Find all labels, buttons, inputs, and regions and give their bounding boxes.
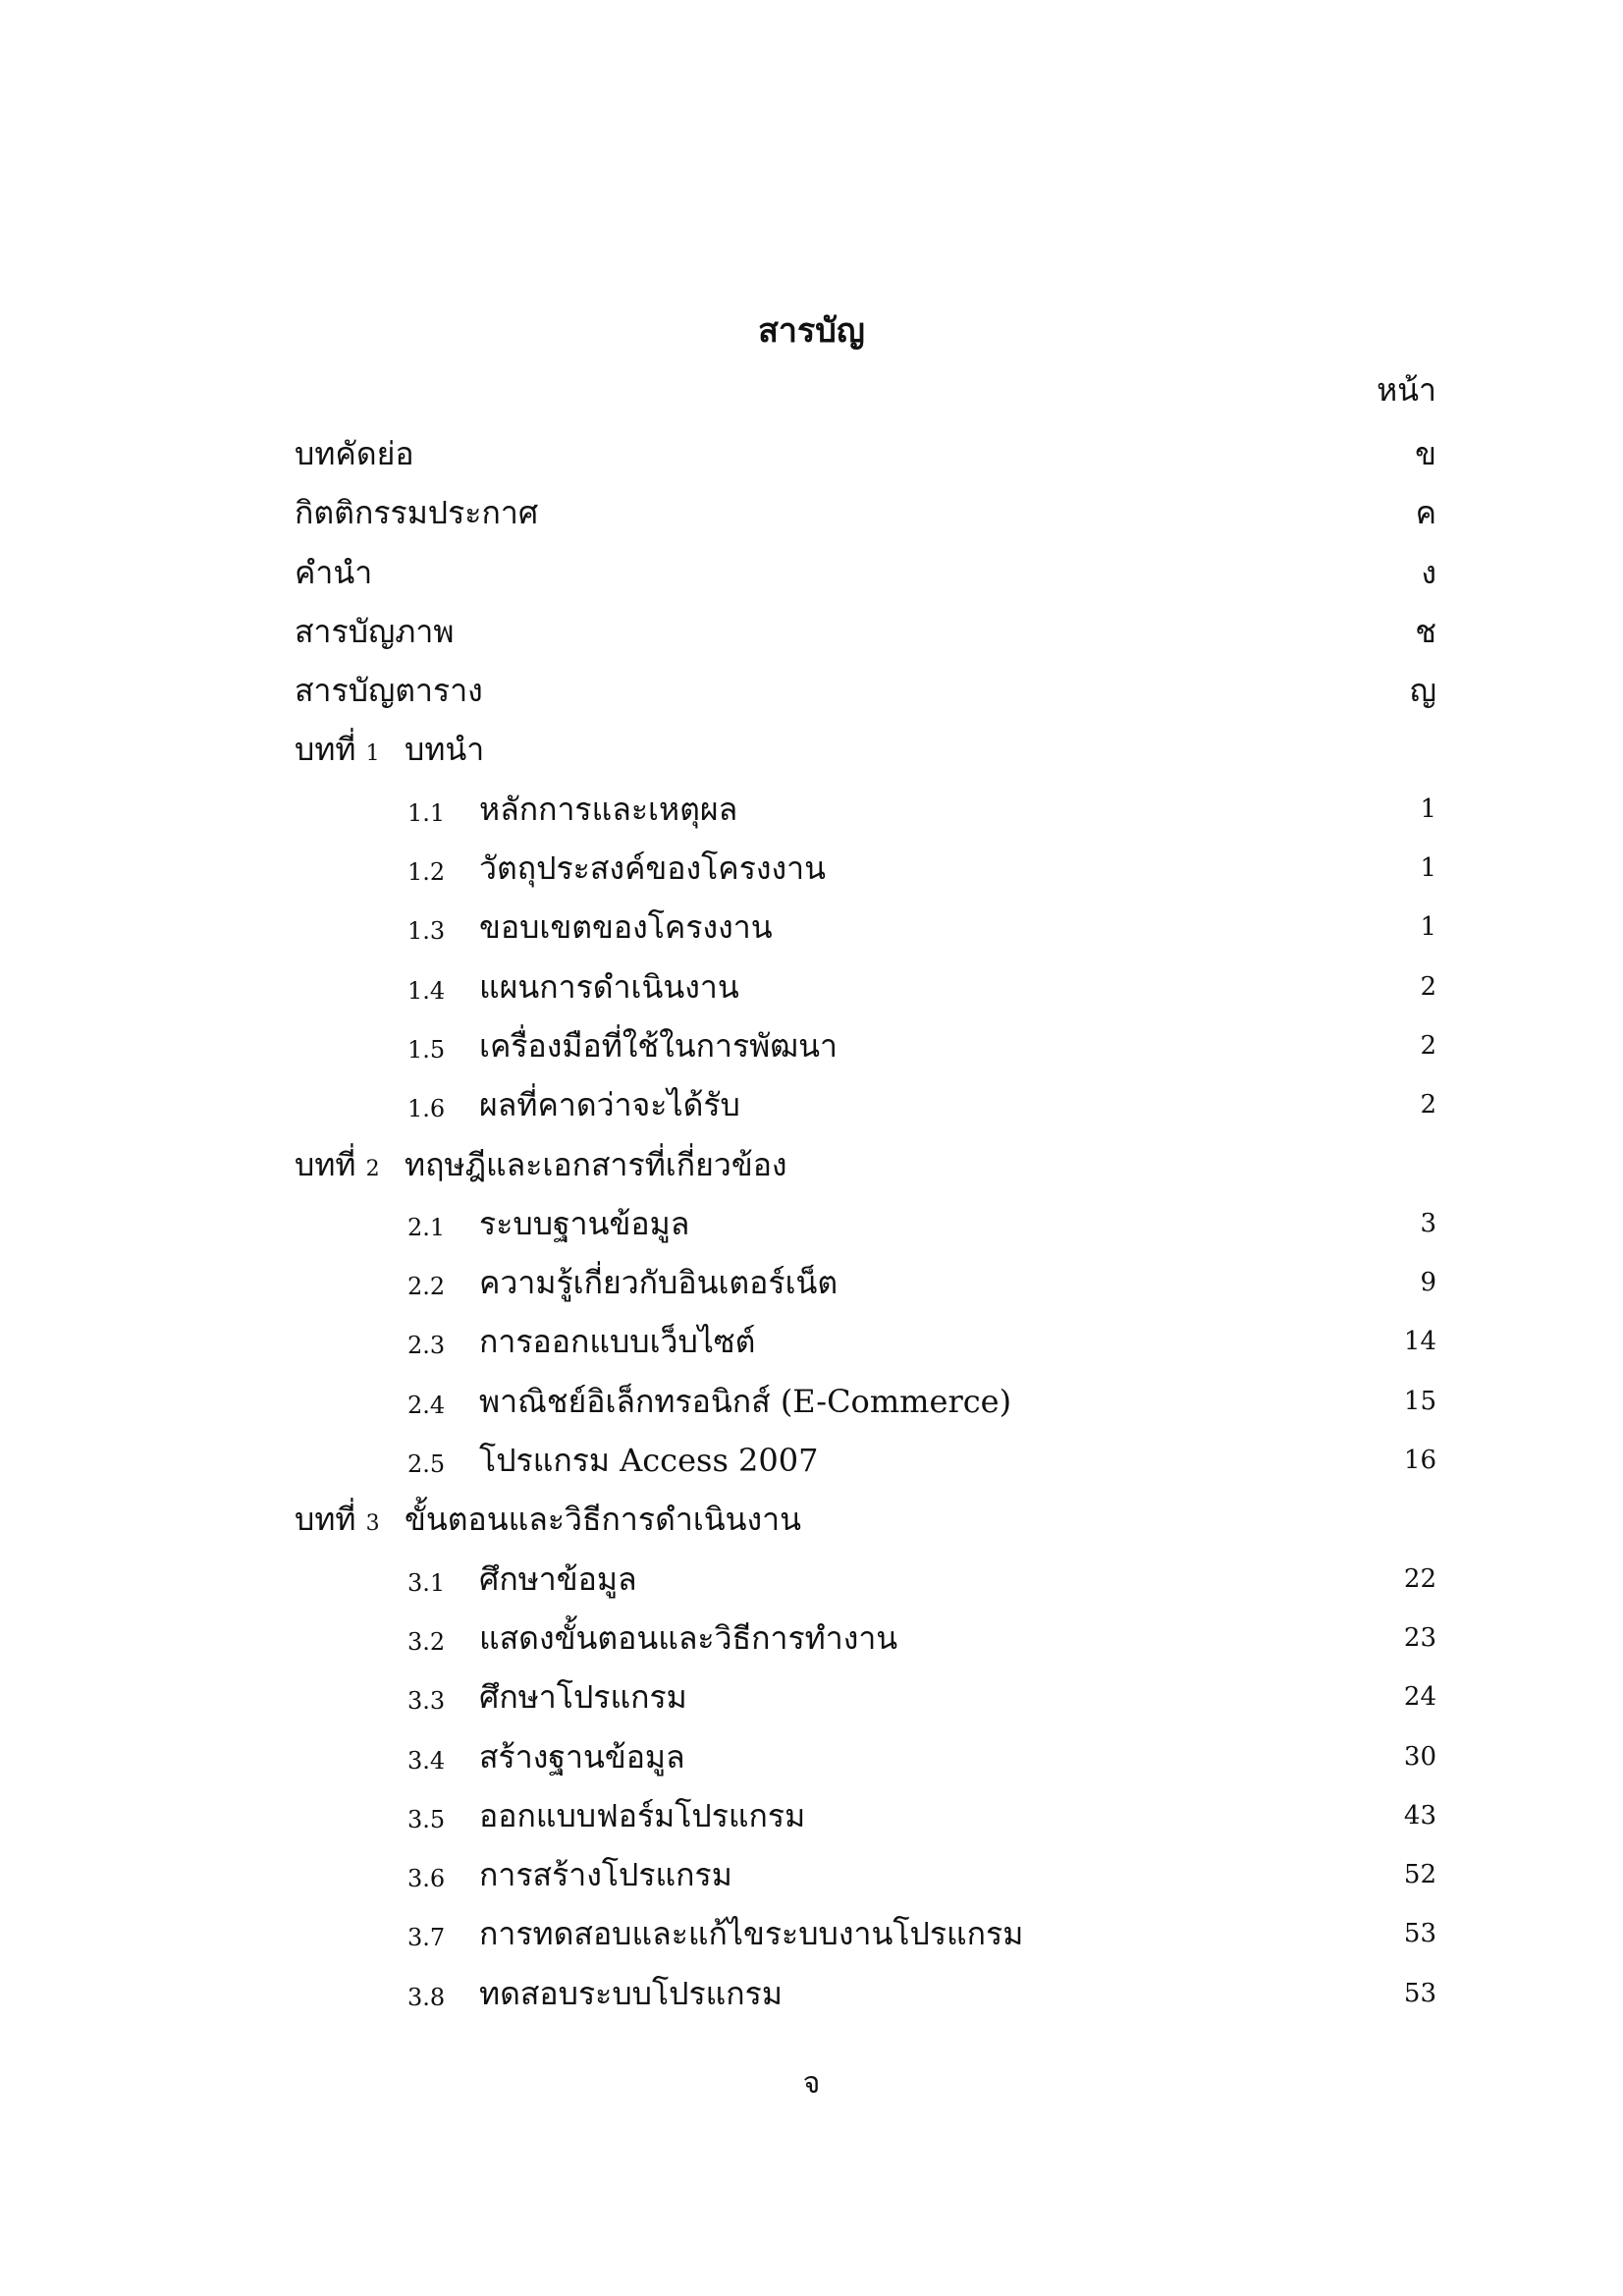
section-page: 3 [1420,1208,1436,1238]
toc-section [295,1786,1436,1845]
page-title: สารบัญ [758,311,865,351]
section-number: 1.6 [407,1095,446,1123]
section-number: 2.4 [407,1391,446,1419]
section-label: ศึกษาโปรแกรม [479,1678,687,1717]
footer-page-number: จ [802,2066,821,2101]
section-page: 15 [1403,1386,1436,1416]
section-number: 3.3 [407,1687,446,1716]
toc-section [295,1312,1436,1371]
section-number: 3.8 [407,1983,446,2011]
section-page: 53 [1403,1978,1436,2008]
toc-section [295,780,1436,839]
section-label: ออกแบบฟอร์มโปรแกรม [479,1796,806,1834]
toc-section [295,1253,1436,1312]
toc-section [295,1431,1436,1490]
section-label: การสร้างโปรแกรม [479,1856,732,1894]
section-number: 3.7 [407,1924,446,1952]
section-label: โปรแกรม Access 2007 [479,1442,819,1480]
toc-entry-page: ง [1421,553,1436,591]
section-page: 1 [1420,793,1436,824]
toc-section [295,1372,1436,1431]
toc-section [295,957,1436,1016]
toc-entry-list-of-tables [295,661,1436,720]
toc-entry-page: ช [1415,612,1436,650]
section-label: แผนการดำเนินงาน [479,967,739,1006]
toc-entry-list-of-figures [295,602,1436,661]
section-label: พาณิชย์อิเล็กทรอนิกส์ (E-Commerce) [479,1382,1012,1420]
section-page: 22 [1403,1563,1436,1594]
chapter-number: 1 [365,741,380,767]
section-page: 14 [1403,1327,1436,1357]
section-page: 9 [1420,1268,1436,1298]
section-page: 52 [1403,1860,1436,1890]
toc-section [295,1016,1436,1075]
toc-section [295,1667,1436,1726]
section-label: หลักการและเหตุผล [479,790,738,828]
toc-entry-label: สารบัญภาพ [295,612,455,650]
section-number: 3.1 [407,1568,446,1597]
chapter-title: ขั้นตอนและวิธีการดำเนินงาน [405,1501,801,1539]
section-label: ผลที่คาดว่าจะได้รับ [479,1086,740,1124]
section-number: 2.5 [407,1450,446,1479]
section-number: 1.1 [407,798,446,827]
chapter-number: 3 [365,1511,380,1537]
toc-section [295,1609,1436,1667]
section-number: 1.3 [407,917,446,946]
section-page: 53 [1403,1919,1436,1949]
section-number: 3.4 [407,1746,446,1775]
section-label: การทดสอบและแก้ไขระบบงานโปรแกรม [479,1915,1024,1953]
toc-section [295,1904,1436,1963]
toc-section [295,839,1436,898]
section-page: 30 [1403,1741,1436,1772]
section-number: 2.2 [407,1273,446,1301]
toc-section [295,898,1436,957]
chapter-prefix: บทที่ [295,731,356,769]
section-label: แสดงขั้นตอนและวิธีการทำงาน [479,1618,898,1657]
toc-entry-abstract [295,424,1436,483]
toc-entry-page: ญ [1409,672,1436,710]
toc-chapter-1 [295,720,1436,779]
section-label: ขอบเขตของโครงงาน [479,908,773,947]
section-label: ความรู้เกี่ยวกับอินเตอร์เน็ต [479,1264,839,1302]
section-label: ศึกษาข้อมูล [479,1559,637,1598]
section-page: 1 [1420,853,1436,884]
page-column-header: หน้า [1377,371,1436,409]
section-page: 2 [1420,971,1436,1002]
toc-section [295,1194,1436,1253]
section-page: 2 [1420,1090,1436,1121]
toc-section [295,1550,1436,1609]
section-number: 1.4 [407,976,446,1005]
section-number: 2.3 [407,1332,446,1360]
section-number: 1.5 [407,1035,446,1064]
toc-chapter-2 [295,1135,1436,1194]
table-of-contents [295,424,1436,2023]
section-number: 3.5 [407,1805,446,1833]
section-label: วัตถุประสงค์ของโครงงาน [479,849,826,888]
section-page: 43 [1403,1800,1436,1831]
toc-section [295,1964,1436,2023]
toc-section [295,1845,1436,1904]
section-page: 23 [1403,1622,1436,1653]
section-page: 1 [1420,912,1436,943]
section-number: 3.2 [407,1627,446,1656]
toc-entry-label: บทคัดย่อ [295,435,414,472]
section-label: การออกแบบเว็บไซต์ [479,1323,756,1361]
toc-section [295,1727,1436,1786]
toc-section [295,1075,1436,1134]
section-page: 24 [1403,1682,1436,1713]
toc-entry-page: ค [1415,494,1436,532]
section-label: เครื่องมือที่ใช้ในการพัฒนา [479,1026,838,1065]
section-page: 16 [1403,1446,1436,1476]
section-number: 1.2 [407,858,446,887]
chapter-prefix: บทที่ [295,1145,356,1183]
chapter-title: ทฤษฎีและเอกสารที่เกี่ยวข้อง [405,1145,787,1183]
section-number: 3.6 [407,1865,446,1893]
section-label: สร้างฐานข้อมูล [479,1737,685,1776]
toc-entry-page: ข [1415,435,1436,472]
chapter-number: 2 [365,1156,380,1181]
section-page: 2 [1420,1030,1436,1061]
toc-entry-label: กิตติกรรมประกาศ [295,494,539,532]
toc-entry-acknowledgement [295,483,1436,542]
chapter-prefix: บทที่ [295,1501,356,1539]
toc-entry-preface [295,543,1436,602]
section-number: 2.1 [407,1213,446,1241]
toc-entry-label: สารบัญตาราง [295,672,483,710]
section-label: ทดสอบระบบโปรแกรม [479,1974,783,2012]
section-label: ระบบฐานข้อมูล [479,1204,690,1242]
toc-entry-label: คำนำ [295,553,373,591]
chapter-title: บทนำ [405,731,485,769]
toc-chapter-3 [295,1490,1436,1549]
